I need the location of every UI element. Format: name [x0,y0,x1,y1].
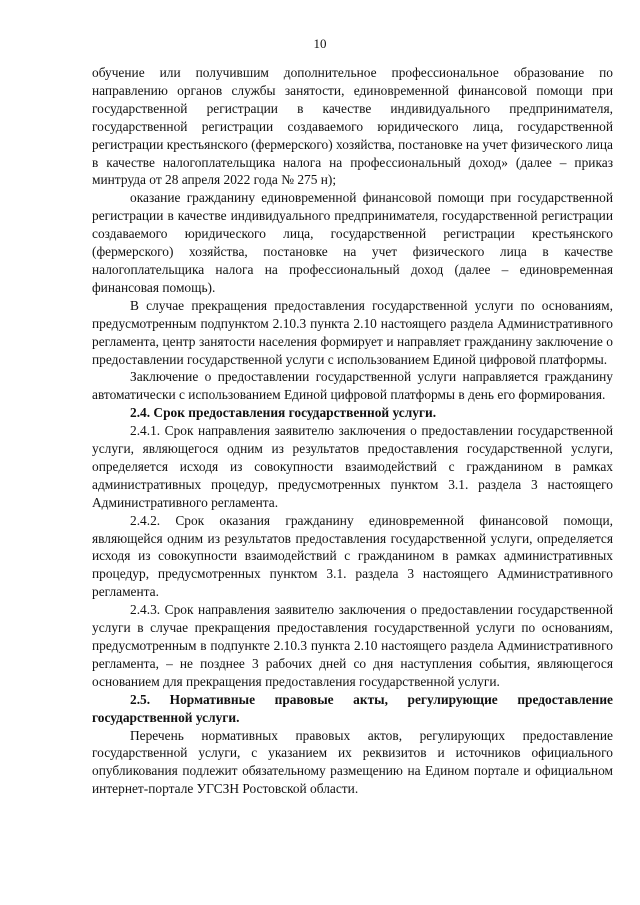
paragraph-termination: В случае прекращения предоставления государственной услуги по основаниям, предусмотренным подпунктом 2.10.3 пункта 2.10 настоящего раздела Административного регламента, центр занятости населения формирует и направляет гражданину заключение о предоставлении государственной услуги с использованием Единой цифровой платформы. [92,297,613,367]
paragraph-2-4-2: 2.4.2. Срок оказания гражданину единовременной финансовой помощи, являющейся одним из результатов предоставления государственной услуги, определяется исходя из совокупности взаимодействий с гражданином в рамках административных процедур, предусмотренных пунктом 3.1. раздела 3 настоящего Административного регламента. [92,512,613,600]
paragraph-legal-acts: Перечень нормативных правовых актов, регулирующих предоставление государственной услуги, с указанием их реквизитов и источников официального опубликования подлежит обязательному размещению на Едином портале и официальном интернет-портале УГСЗН Ростовской области. [92,727,613,797]
heading-2-4: 2.4. Срок предоставления государственной услуги. [130,405,437,421]
paragraph-conclusion-delivery: Заключение о предоставлении государственной услуги направляется гражданину автоматически с использованием Единой цифровой платформы в день его формирования. [92,369,613,403]
paragraph-continuation: обучение или получившим дополнительное профессиональное образование по направлению органов службы занятости, единовременной финансовой помощи при государственной регистрации в качестве индивидуального предпринимателя, государственной регистрации создаваемого юридического лица, государственной регистрации крестьянского (фермерского) хозяйства, постановке на учет физического лица в качестве налогоплательщика налога на профессиональный доход» (далее – приказ минтруда от 28 апреля 2022 года № 275 н); [92,65,613,188]
paragraph-one-time-aid: оказание гражданину единовременной финансовой помощи при государственной регистрации в качестве индивидуального предпринимателя, государственной регистрации создаваемого юридического лица, государственной регистрации крестьянского (фермерского) хозяйства, постановке на учет физического лица в качестве налогоплательщика налога на профессиональный доход (далее – единовременная финансовая помощь). [92,190,613,295]
page-number: 10 [313,36,327,51]
paragraph-2-4-3: 2.4.3. Срок направления заявителю заключения о предоставлении государственной услуги в случае прекращения предоставления государственной услуги по основаниям, предусмотренным в подпункте 2.10.3 пункта 2.10 настоящего раздела Административного регламента, – не позднее 3 рабочих дней со дня наступления события, являющегося основанием для прекращения предоставления государственной услуги. [92,602,613,689]
document-body [92,64,613,798]
paragraph-2-4-1: 2.4.1. Срок направления заявителю заключения о предоставлении государственной услуги, являющегося одним из результатов предоставления государственной услуги, определяется исходя из совокупности взаимодействий с гражданином в рамках административных процедур, предусмотренных пунктом 3.1. раздела 3 настоящего Административного регламента. [92,423,613,510]
heading-2-5: 2.5. Нормативные правовые акты, регулирующие предоставление государственной услуги. [92,691,613,725]
